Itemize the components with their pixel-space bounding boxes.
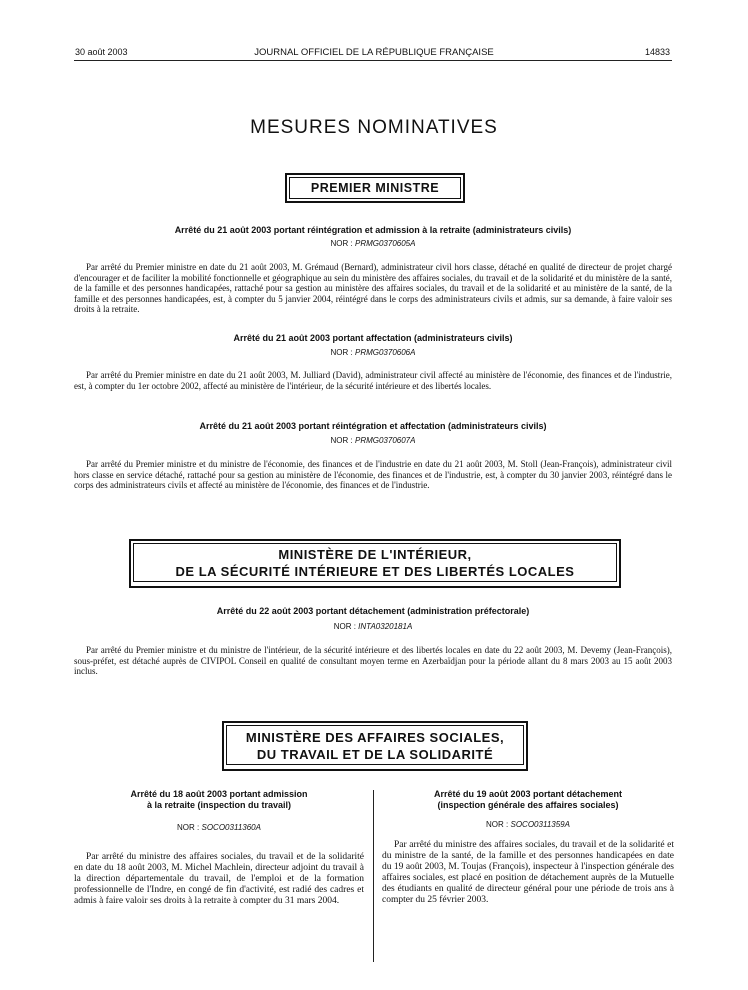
nor-code: SOCO0311360A [201, 823, 261, 832]
nor-label: NOR : [330, 436, 353, 445]
article-body: Par arrêté du Premier ministre et du ministre de l'intérieur, de la sécurité intérieure et des libertés locales en date du 22 août 2003, M. Devemy (Jean-François), sous-préfet, est détaché auprès de CIVIPOL Conseil en qualité de consultant moyen terme en Azerbaïdjan pour la période allant du 8 mars 2003 au 15 août 2003 inclus. [74, 645, 672, 676]
page-title: MESURES NOMINATIVES [250, 117, 498, 138]
section-box-premier-ministre [285, 173, 465, 203]
section-box-interieur [129, 539, 621, 588]
article-title: Arrêté du 21 août 2003 portant réintégration et affectation (administrateurs civils) [199, 421, 547, 431]
article-title-line1: Arrêté du 19 août 2003 portant détachement [433, 789, 623, 799]
nor-reference [382, 820, 674, 829]
article-title [74, 789, 364, 811]
nor-code: PRMG0370607A [354, 436, 416, 445]
nor-label: NOR : [330, 348, 353, 357]
nor-code: SOCO0311359A [510, 820, 570, 829]
nor-reference [74, 436, 672, 445]
article-body: Par arrêté du Premier ministre en date du 21 août 2003, M. Julliard (David), administrateur civil affecté au ministère de l'économie, des finances et de l'industrie, est, à compter du 1er octobre 2002, affecté au ministère de l'intérieur, de la sécurité intérieure et des libertés locales. [74, 370, 672, 391]
header-page-number: 14833 [644, 47, 670, 57]
article-body: Par arrêté du ministre des affaires sociales, du travail et de la solidarité en date du 18 août 2003, M. Michel Machlein, directeur adjoint du travail à la direction départementale du travail, de l'emploi et de la formation professionnelle de l'Indre, en congé de fin d'activité, est radié des cadres et admis à faire valoir ses droits à la retraite à compter du 31 mars 2004. [74, 852, 364, 906]
nor-label: NOR : [486, 820, 509, 829]
nor-reference [74, 823, 364, 832]
header-journal-title: JOURNAL OFFICIEL DE LA RÉPUBLIQUE FRANÇAISE [254, 47, 494, 58]
section-title: PREMIER MINISTRE [310, 181, 440, 195]
article-title: Arrêté du 21 août 2003 portant réintégration et admission à la retraite (administrateurs civils) [174, 225, 572, 235]
nor-code: PRMG0370606A [354, 348, 416, 357]
section-title-line1: MINISTÈRE DES AFFAIRES SOCIALES, [245, 730, 505, 745]
article-title: Arrêté du 22 août 2003 portant détachement (administration préfectorale) [216, 606, 530, 616]
nor-label: NOR : [177, 823, 200, 832]
nor-code: PRMG0370605A [354, 239, 416, 248]
article-body: Par arrêté du Premier ministre et du ministre de l'économie, des finances et de l'industrie en date du 21 août 2003, M. Stoll (Jean-François), administrateur civil hors classe en service détaché, rattaché pour sa gestion au ministère de l'économie, des finances et de l'industrie, est, à compter du 30 janvier 2003, réintégré dans le corps des administrateurs civils et affecté au ministère de l'économie, des finances et de l'industrie. [74, 459, 672, 490]
column-divider [373, 790, 374, 962]
nor-label: NOR : [330, 239, 353, 248]
header-date: 30 août 2003 [75, 47, 128, 57]
article-body: Par arrêté du Premier ministre en date du 21 août 2003, M. Grémaud (Bernard), administrateur civil hors classe, détaché en qualité de directeur de projet chargé d'encourager et de faciliter la mobilité fonctionnelle et géographique au sein du ministère des affaires sociales, du travail et de la solidarité et du ministère de la santé, de la famille et des personnes handicapées, rattaché pour sa gestion au ministère des affaires sociales, du travail et de la solidarité et au ministère de la santé, de la famille et des personnes handicapées, est, à compter du 5 janvier 2004, réintégré dans le corps des administrateurs civils et admis, sur sa demande, à faire valoir ses droits à la retraite. [74, 262, 672, 314]
header-rule [74, 60, 672, 61]
article-body: Par arrêté du ministre des affaires sociales, du travail et de la solidarité et du ministre de la santé, de la famille et des personnes handicapées en date du 19 août 2003, M. Toujas (François), inspecteur à l'inspection générale des affaires sociales, est placé en position de détachement auprès de la Mutuelle des étudiants en qualité de directeur général pour une période de trois ans à compter du 25 février 2003. [382, 840, 674, 905]
nor-reference [74, 622, 672, 631]
article-title-line1: Arrêté du 18 août 2003 portant admission [130, 789, 308, 799]
nor-reference [74, 239, 672, 248]
article-title-line2: à la retraite (inspection du travail) [146, 800, 292, 810]
section-box-affaires-sociales [222, 721, 528, 771]
section-title-line2: DE LA SÉCURITÉ INTÉRIEURE ET DES LIBERTÉS LOCALES [175, 564, 575, 579]
section-title-line1: MINISTÈRE DE L'INTÉRIEUR, [278, 547, 472, 562]
section-title-line2: DU TRAVAIL ET DE LA SOLIDARITÉ [256, 747, 494, 762]
nor-reference [74, 348, 672, 357]
article-title-line2: (inspection générale des affaires sociales) [437, 800, 619, 810]
article-title [382, 789, 674, 811]
nor-code: INTA0320181A [358, 622, 413, 631]
nor-label: NOR : [333, 622, 356, 631]
article-title: Arrêté du 21 août 2003 portant affectation (administrateurs civils) [233, 333, 513, 343]
